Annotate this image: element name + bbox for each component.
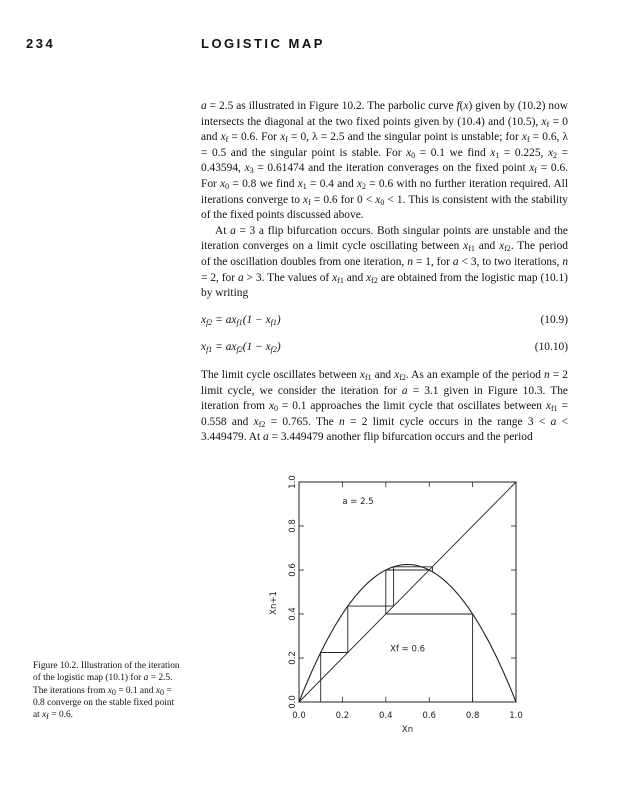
paragraph-2: At a = 3 a flip bifurcation occurs. Both singular points are unstable and the iteration converges on a limit cycle oscillating between $x_{f1}$ and $x_{f2}$. The period of the oscillation doubles from one iteration, n = 1, for a < 3, to two iterations, n = 2, for a > 3. The values of $x_{f1}$ and $x_{f2}$ are obtained from the logistic map (10.1) by writing	[201, 224, 569, 300]
equation-number: (10.10)	[534, 341, 568, 353]
equation-expression: $x_{f2} = ax_{f1}(1 - x_{f1})$	[201, 314, 281, 327]
x-tick-label: 0.6	[422, 711, 436, 721]
y-axis-label: Xn+1	[269, 591, 279, 615]
y-tick-label: 0.0	[288, 695, 298, 709]
y-tick-label: 1.0	[288, 475, 298, 489]
y-tick-label: 0.4	[288, 607, 298, 621]
paragraph-1: a = 2.5 as illustrated in Figure 10.2. The parbolic curve f(x) given by (10.2) now intersects the diagonal at the two fixed points given by (10.4) and (10.5), $x_f = 0$ and $x_f = 0.6$. For $x_f = 0$, λ = 2.5 and the singular point is unstable; for $x_f = 0.6$, λ = 0.5 and the singular point is stable. For $x_0 = 0.1$ we find $x_1 = 0.225$, $x_2 = 0.43594$, $x_3 = 0.61474$ and the iteration converages on the fixed point $x_f = 0.6$. For $x_0 = 0.8$ we find $x_1 = 0.4$ and $x_2 = 0.6$ with no further iteration required. All iterations converge to $x_f = 0.6$ for $0 < x_0 < 1$. This is consistent with the stability of the fixed points discussed above.	[201, 100, 569, 222]
figure-caption: Figure 10.2. Illustration of the iteration of the logistic map (10.1) for a = 2.5. The iterations from $x_0 = 0.1$ and $x_0 = 0.8$ converge on the stable fixed point at $x_f = 0.6$.	[33, 661, 180, 722]
equation-number: (10.9)	[540, 314, 568, 326]
paragraph-3: The limit cycle oscillates between $x_{f1}$ and $x_{f2}$. As an example of the period n = 2 limit cycle, we consider the iteration for a = 3.1 given in Figure 10.3. The iteration from $x_0 = 0.1$ approaches the limit cycle that oscillates between $x_{f1} = 0.558$ and $x_{f2} = 0.765$. The n = 2 limit cycle occurs in the range 3 < a < 3.449479. At a = 3.449479 another flip bifurcation occurs and the period	[201, 369, 568, 444]
y-tick-label: 0.8	[288, 519, 298, 533]
x-tick-label: 0.0	[292, 711, 306, 721]
iteration-path-x0-0.8	[386, 570, 473, 702]
logistic-curve	[299, 565, 516, 703]
x-tick-label: 1.0	[509, 711, 523, 721]
page-number: 234	[26, 36, 56, 51]
annotation-a-value: a = 2.5	[342, 497, 374, 507]
y-tick-label: 0.2	[288, 651, 298, 665]
x-tick-label: 0.8	[465, 711, 480, 721]
annotation-fixed-point: Xf = 0.6	[390, 644, 425, 655]
iteration-path-x0-0.1	[321, 567, 433, 702]
x-axis-label: Xn	[401, 725, 414, 735]
diagonal-line	[299, 482, 516, 702]
x-tick-label: 0.4	[379, 711, 393, 721]
running-title: LOGISTIC MAP	[201, 36, 325, 51]
y-tick-label: 0.6	[288, 563, 298, 577]
equation-expression: $x_{f1} = ax_{f2}(1 - x_{f2})$	[201, 341, 281, 354]
x-tick-label: 0.2	[335, 711, 350, 721]
chart-layer	[269, 475, 523, 735]
